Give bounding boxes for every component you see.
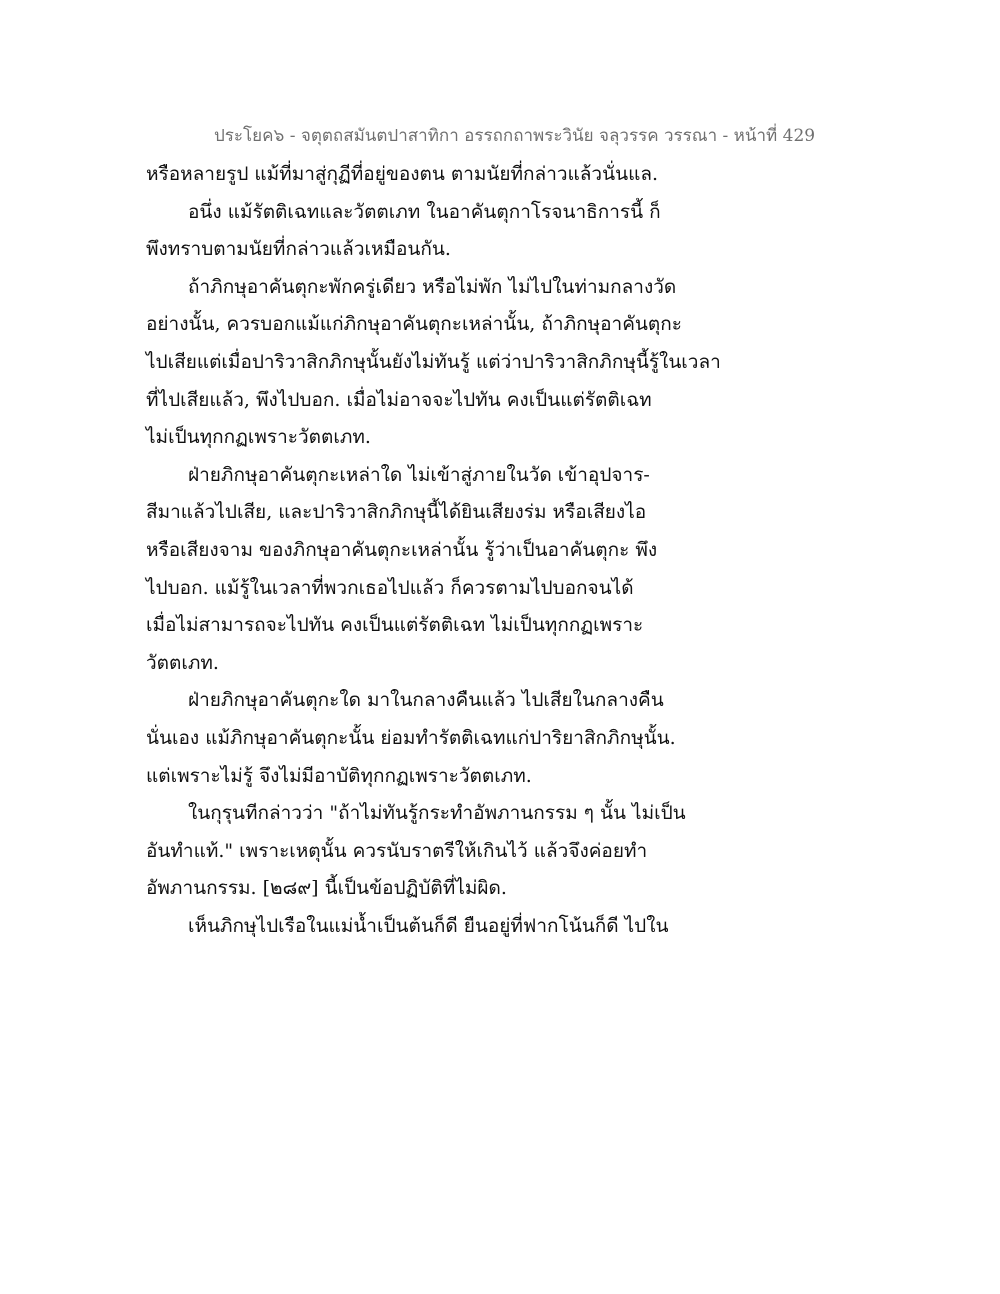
text-line: ไปบอก. แม้รู้ในเวลาที่พวกเธอไปแล้ว ก็ควรตามไปบอกจนได้ bbox=[146, 576, 634, 599]
text-line: อัพภานกรรม. [๒๘๙] นี้เป็นข้อปฏิบัติที่ไม่ผิด. bbox=[146, 877, 507, 900]
paragraph-start-line: อนึ่ง แม้รัตติเฉทและวัตตเภท ในอาคันตุกาโรจนาธิการนี้ ก็ bbox=[188, 200, 661, 223]
text-line: พึงทราบตามนัยที่กล่าวแล้วเหมือนกัน. bbox=[146, 238, 451, 261]
running-header: ประโยค๖ - จตุตถสมันตปาสาทิกา อรรถกถาพระวินัย จลุวรรค วรรณา - หน้าที่ 429 bbox=[214, 126, 816, 146]
text-line: แต่เพราะไม่รู้ จึงไม่มีอาบัติทุกกฏเพราะวัตตเภท. bbox=[146, 764, 532, 787]
text-line: ไปเสียแต่เมื่อปาริวาสิกภิกษุนั้นยังไม่ทันรู้ แต่ว่าปาริวาสิกภิกษุนี้รู้ในเวลา bbox=[146, 350, 721, 373]
paragraph-start-line: ฝ่ายภิกษุอาคันตุกะเหล่าใด ไม่เข้าสู่ภายในวัด เข้าอุปจาร- bbox=[188, 463, 650, 486]
text-line: ที่ไปเสียแล้ว, พึงไปบอก. เมื่อไม่อาจจะไปทัน คงเป็นแต่รัตติเฉท bbox=[146, 388, 652, 411]
paragraph-start-line: เห็นภิกษุไปเรือในแม่น้ำเป็นต้นก็ดี ยืนอยู่ที่ฟากโน้นก็ดี ไปใน bbox=[188, 914, 669, 937]
text-line: หรือเสียงจาม ของภิกษุอาคันตุกะเหล่านั้น รู้ว่าเป็นอาคันตุกะ พึง bbox=[146, 538, 658, 561]
text-line: นั่นเอง แม้ภิกษุอาคันตุกะนั้น ย่อมทำรัตติเฉทแก่ปาริยาสิกภิกษุนั้น. bbox=[146, 726, 676, 749]
body-text bbox=[146, 156, 746, 945]
text-line: สีมาแล้วไปเสีย, และปาริวาสิกภิกษุนี้ได้ยินเสียงร่ม หรือเสียงไอ bbox=[146, 501, 647, 524]
paragraph-start-line: ในกุรุนทีกล่าวว่า "ถ้าไม่ทันรู้กระทำอัพภานกรรม ๆ นั้น ไม่เป็น bbox=[188, 802, 686, 825]
text-line: อย่างนั้น, ควรบอกแม้แก่ภิกษุอาคันตุกะเหล่านั้น, ถ้าภิกษุอาคันตุกะ bbox=[146, 313, 682, 336]
text-line: หรือหลายรูป แม้ที่มาสู่กุฏีที่อยู่ของตน ตามนัยที่กล่าวแล้วนั่นแล. bbox=[146, 163, 658, 185]
text-line: เมื่อไม่สามารถจะไปทัน คงเป็นแต่รัตติเฉท ไม่เป็นทุกกฏเพราะ bbox=[146, 614, 644, 637]
text-line: ไม่เป็นทุกกฏเพราะวัตตเภท. bbox=[146, 426, 371, 449]
paragraph-start-line: ฝ่ายภิกษุอาคันตุกะใด มาในกลางคืนแล้ว ไปเสียในกลางคืน bbox=[188, 689, 664, 712]
text-line: อันทำแท้." เพราะเหตุนั้น ควรนับราตรีให้เกินไว้ แล้วจึงค่อยทำ bbox=[146, 839, 648, 862]
text-line: วัตตเภท. bbox=[146, 651, 219, 674]
paragraph-start-line: ถ้าภิกษุอาคันตุกะพักครู่เดียว หรือไม่พัก ไม่ไปในท่ามกลางวัด bbox=[188, 275, 677, 298]
